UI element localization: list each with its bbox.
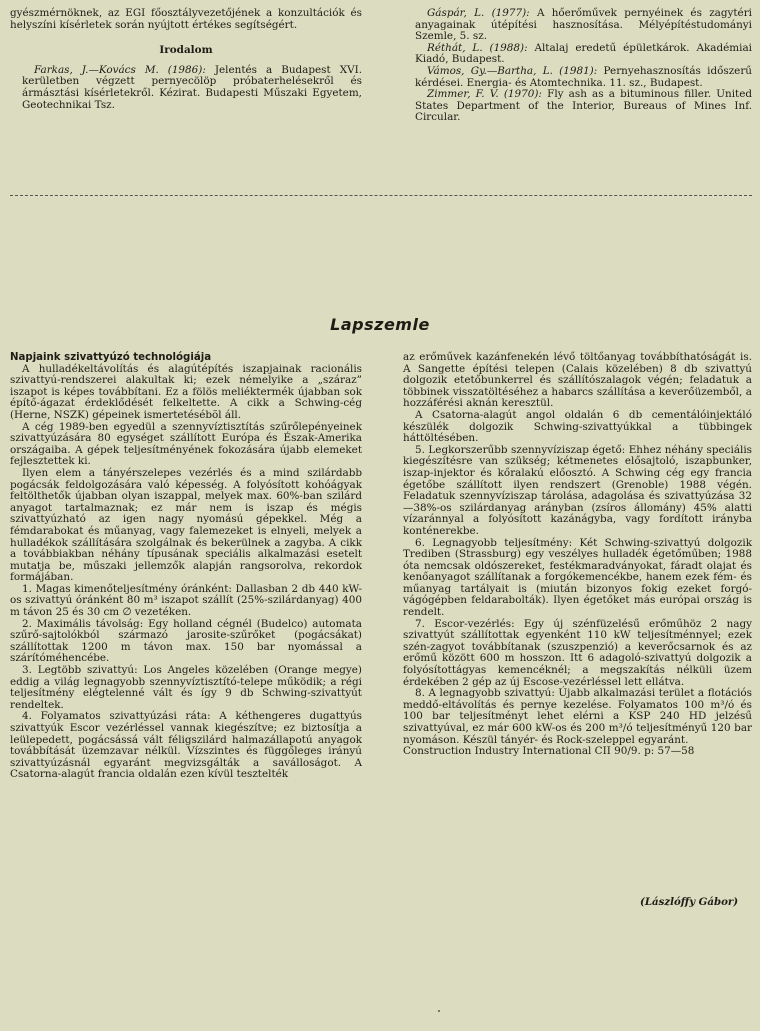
article-paragraph: A hulladékeltávolítás és alagútépítés iszapjainak racionális szivattyú-rendszerei alakultak ki; ezek némelyike a „száraz” iszapot is képes továbbítani. Ez a fölös meliéktermék újabban sok építő-ágazat érdeklődését felkeltette. A cikk a Schwing-cég (Herne, NSZK) gépeinek ismertetésébõl áll. (10, 362, 362, 421)
article-subheading: Napjaink szivattyúzó technológiája (10, 352, 212, 363)
article-paragraph: 7. Escor-vezérlés: Egy új szénfüzelésű erőműhöz 2 nagy szivattyút szállítottak egyenként 110 kW teljesítménnyel; ezek szén-zagyot továbbítanak (szuszpenzió) a keverőcsarnok és az erőmű között 600 m hosszon. Itt 6 adagoló-szivattyú dolgozik a folyósítottágyas kemencéknél; a megszakítás nélküli üzem érdekében 2 gép az új Escose-vezérléssel lett ellátva. (403, 617, 752, 688)
section-title: Lapszemle (330, 315, 430, 334)
reference-authors: Gáspár, L. (1977): (427, 7, 530, 19)
article-left-column (10, 352, 362, 781)
article-paragraph: az erőművek kazánfenekén lévő töltőanyag továbbíthatóságát is. A Sangette építési telepen (Calais közelében) 8 db szivattyú dolgozik etetőbunkerrel és szállítószalagok végén; feladatuk a többinek visszatöltéséhez a habarcs szállítása a keverőüzemből, a hozzáférési aknán keresztül. (403, 351, 752, 410)
reference-text: Pernyehasznosítás időszerű kérdései. Energia- és Atomtechnika. 11. sz., Budapest. (415, 64, 752, 89)
page-speck (438, 1010, 440, 1012)
article-paragraph: 6. Legnagyobb teljesítmény: Két Schwing-szivattyú dolgozik Trediben (Strassburg) egy veszélyes hulladék égetőműben; 1988 óta nemcsak oldószereket, festékmaradványokat, fáradt olajat és kenőanyagot szállítanak a forgókemencékbe, hanem ezek fém- és műanyag tartályait is (miután bizonyos fokig ezeket forgó-vágógépben feldarabolták). Ilyen égetőket más európai ország is rendelt. (403, 536, 752, 619)
article-paragraph: A cég 1989-ben egyedül a szennyvíztisztítás szűrőlepényeinek szivattyúzására 80 egységet szállított Európa és Észak-Amerika országaiba. A gépek teljesítményének fokozására újabb elemeket fejlesztettek ki. (10, 420, 362, 468)
article-paragraph: 4. Folyamatos szivattyúzási ráta: A kéthengeres dugattyús szivattyúk Escor vezérléssel vannak kiegészítve; ez biztosítja a leülepedett, pogácsássá vált féligszilárd halmazállapotú anyagok továbbítását üzemzavar nélkül. Vízszintes és függőleges irányú szivattyúzásnál egyaránt megvizsgálták a saválloságot. A Csatorna-alagút francia oldalán ezen kívül tesztelték (10, 710, 362, 781)
reference-authors: Réthát, L. (1988): (427, 41, 528, 54)
reference-text: Jelentés a Budapest XVI. kerületben végzett pernyecölöp próbaterhelésekről és ármásztási kísérletekről. Kézirat. Budapesti Műszaki Egyetem, Geotechnikai Tsz. (22, 63, 362, 111)
article-paragraph: 1. Magas kimenőteljesítmény óránként: Dallasban 2 db 440 kW-os szivattyú óránként 80 m³ iszapot szállít (25%-szilárdanyag) 400 m távon 25 és 30 cm ∅ vezetéken. (10, 582, 362, 619)
reference-item (403, 66, 752, 89)
article-right-column (403, 352, 752, 758)
reference-authors: Farkas, J.—Kovács M. (1986): (34, 63, 206, 76)
source-citation: Construction Industry International CII 90/9. p: 57—58 (403, 745, 695, 758)
article-paragraph: 2. Maximális távolság: Egy holland cégnél (Budelco) automata szűrő-sajtolókból származó jarosite-szűrőket (pogácsákat) szállítottak 1200 m távon max. 150 bar nyomással a szárítóméhencébe. (10, 617, 362, 665)
reference-text: Altalaj eredetű épületkárok. Akadémiai Kiadó, Budapest. (415, 41, 752, 66)
reference-item (403, 89, 752, 124)
article-paragraph: 8. A legnagyobb szivattyú: Újabb alkalmazási terület a flotációs meddő-eltávolítás és pernye kezelése. Folyamatos 100 m³/ó és 100 bar teljesítményt lehet elérni a KSP 240 HD jelzésű szivattyúval, ez már 600 kW-os és 200 m³/ó teljesítményű 120 bar nyomáson. Készül tányér- és Rock-szeleppel egyaránt. (403, 687, 752, 746)
section-divider (10, 195, 752, 196)
reference-authors: Vámos, Gy.—Bartha, L. (1981): (427, 64, 598, 77)
reference-item (10, 65, 362, 111)
reference-authors: Zimmer, F. V. (1970): (427, 88, 542, 101)
reference-item (403, 8, 752, 43)
reference-text: A hőerőművek pernyéinek és zagytéri anyagainak útépítési hasznosítása. Mélyépítéstudományi Szemle, 5. sz. (415, 7, 752, 43)
intro-paragraph: gyészmérnöknek, az EGI főosztályvezetőjének a konzultációk és helyszíni kísérletek során nyújtott értékes segítségért. (10, 7, 362, 31)
reference-text: Fly ash as a bituminous filler. United States Department of the Interior, Bureaus of Mines Inf. Circular. (415, 88, 752, 124)
article-paragraph: A Csatorna-alagút angol oldalán 6 db cementálóinjektáló készülék dolgozik Schwing-szivattyúkkal a tübbingek háttöltésében. (403, 408, 752, 445)
article-paragraph: Ilyen elem a tányérszelepes vezérlés és a mind szilárdabb pogácsák feldolgozására való képesség. A folyósított kohóágyak feltölthetők újabban olyan iszappal, melyek max. 60%-ban szilárd anyagot tartalmaznak; ez már nem is iszap és mégis szivattyúzható az igen nagy nyomású gépekkel. Még a fémdarabokat és műanyag, vagy falemezeket is elnyeli, melyek a hulladékok szállítására szolgálnak és bekerülnek a zagyba. A cikk a továbbiakban néhány típusának speciális alkalmazási esetelt mutatja be, műszaki jellemzők alapján rangsorolva, rekordok formájában. (10, 466, 362, 584)
article-paragraph: 5. Legkorszerűbb szennyvíziszap égető: Ehhez néhány speciális kiegészítésre van szükség; kétmenetes elősajtoló, iszapbunker, iszap-injektor és kőralakú előosztó. A Schwing cég egy francia égetőbe szállított ilyen rendszert (Grenoble) 1988 végén. Feladatuk szennyvíziszap tárolása, adagolása és szivattyúzása 32—38%-os szilárdanyag arányban (zsíros állomány) 45% alatti vízaránnyal a folyósított kazánágyba, vagy fordított irányba konténerekbe. (403, 443, 752, 537)
article-paragraph: 3. Legtöbb szivattyú: Los Angeles közelében (Orange megye) eddig a világ legnagyobb szennyvíztisztító-telepe működik; a régi teljesítmény elégtelenné vált és így 9 db Schwing-szivattyút rendeltek. (10, 664, 362, 711)
reference-item (403, 43, 752, 66)
top-right-column (403, 8, 752, 124)
top-left-column (10, 8, 362, 111)
references-heading: Irodalom (159, 44, 213, 57)
author-signature: (Lászlóffy Gábor) (640, 896, 739, 908)
